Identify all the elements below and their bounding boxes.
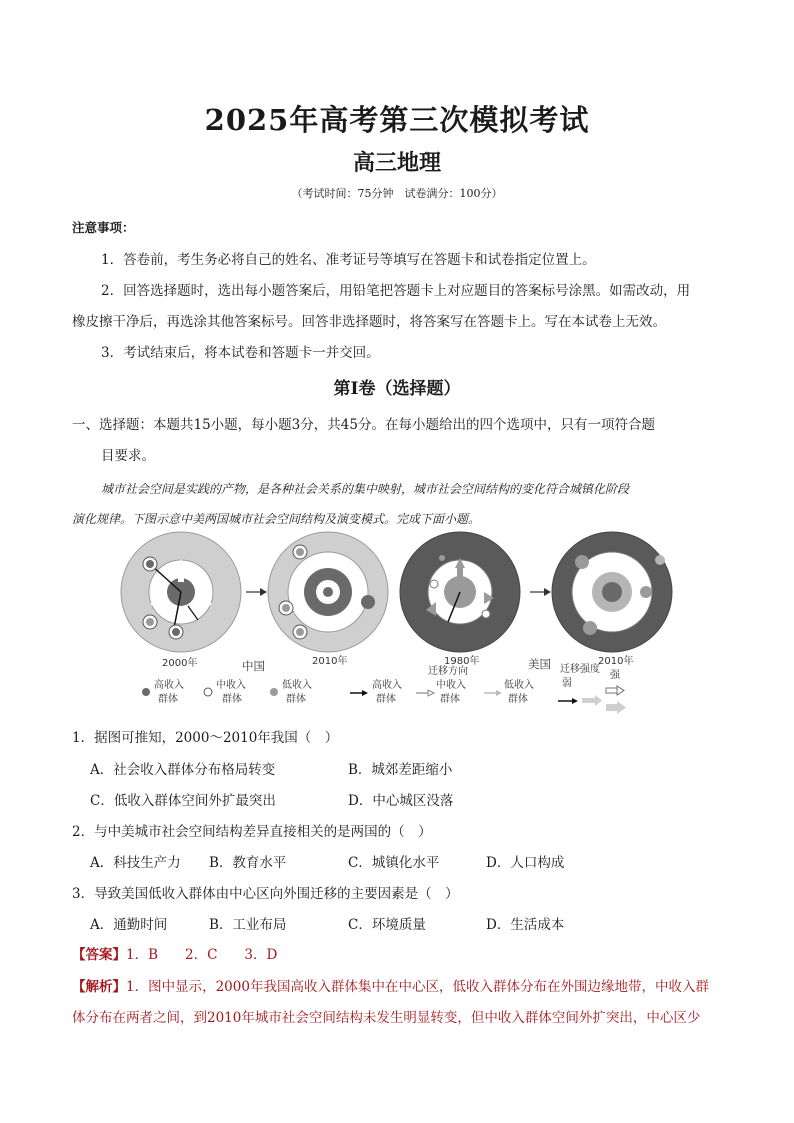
question-1-option-b[interactable]: B．城郊差距缩小 — [348, 762, 453, 778]
section-instruction-cont: 目要求。 — [101, 448, 155, 464]
question-1-stem: 1．据图可推知，2000～2010年我国（ ） — [72, 730, 339, 746]
legend-arrow-mid-line1: 中收入 — [436, 680, 466, 691]
question-2-option-b[interactable]: B．教育水平 — [209, 855, 287, 871]
question-2-option-c[interactable]: C．城镇化水平 — [348, 855, 440, 871]
question-3-option-c[interactable]: C．环境质量 — [348, 917, 426, 933]
legend-mid-line1: 中收入 — [216, 680, 246, 691]
urban-structure-figure — [110, 528, 730, 718]
answer-label: 【答案】 — [72, 947, 126, 963]
usa-label: 美国 — [528, 657, 551, 671]
analysis-line-1 — [72, 975, 709, 995]
legend-strong: 强 — [610, 670, 620, 681]
exam-info: （考试时间：75分钟 试卷满分：100分） — [291, 187, 503, 200]
legend-weak: 弱 — [562, 678, 572, 689]
question-3-option-d[interactable]: D．生活成本 — [486, 917, 565, 933]
year-label-usa-1980: 1980年 — [444, 656, 480, 667]
usa-1980-diagram — [400, 532, 520, 652]
legend-low-line2: 群体 — [286, 694, 306, 705]
legend-arrow-low-line2: 群体 — [508, 694, 528, 705]
question-3-stem: 3．导致美国低收入群体由中心区向外围迁移的主要因素是（ ） — [72, 886, 459, 902]
question-1-option-c[interactable]: C．低收入群体空间外扩最突出 — [90, 793, 276, 809]
notice-item-2: 2．回答选择题时，选出每小题答案后，用铅笔把答题卡上对应题目的答案标号涂黑。如需改动，用 — [101, 283, 691, 299]
legend-low-line1: 低收入 — [282, 680, 312, 691]
legend-arrow-high-line2: 群体 — [376, 694, 396, 705]
figure-legend — [142, 662, 626, 714]
legend-arrow-low-line1: 低收入 — [504, 680, 534, 691]
legend-mid-line2: 群体 — [222, 694, 242, 705]
year-label-china-2010: 2010年 — [312, 656, 348, 667]
china-label: 中国 — [242, 659, 265, 673]
year-label-usa-2010: 2010年 — [598, 656, 634, 667]
answer-text: 1．B 2．C 3．D — [126, 947, 278, 963]
context-line-2: 演化规律。下图示意中美两国城市社会空间结构及演变模式。完成下面小题。 — [72, 512, 481, 526]
question-1-option-a[interactable]: A．社会收入群体分布格局转变 — [90, 762, 276, 778]
section-instruction: 一、选择题：本题共15小题，每小题3分，共45分。在每小题给出的四个选项中，只有一项符合题 — [72, 417, 655, 433]
page-title: 2025年高考第三次模拟考试 — [204, 103, 590, 137]
context-line-1: 城市社会空间是实践的产物，是各种社会关系的集中映射，城市社会空间结构的变化符合城镇化阶段 — [101, 482, 630, 496]
question-2-option-d[interactable]: D．人口构成 — [486, 855, 565, 871]
usa-2010-diagram — [552, 532, 672, 652]
page-subtitle: 高三地理 — [352, 150, 441, 176]
notice-heading: 注意事项： — [72, 220, 135, 235]
question-2-stem: 2．与中美城市社会空间结构差异直接相关的是两国的（ ） — [72, 824, 432, 840]
legend-high-line1: 高收入 — [154, 680, 184, 691]
analysis-label: 【解析】 — [72, 979, 126, 995]
analysis-line-2: 体分布在两者之间，到2010年城市社会空间结构未发生明显转变，但中收入群体空间外扩突出，中心区少 — [72, 1010, 701, 1026]
question-3-option-b[interactable]: B．工业布局 — [209, 917, 287, 933]
question-3-option-a[interactable]: A．通勤时间 — [90, 917, 168, 933]
question-2-option-a[interactable]: A．科技生产力 — [90, 855, 181, 871]
question-1-option-d[interactable]: D．中心城区没落 — [348, 793, 454, 809]
year-label-china-2000: 2000年 — [162, 658, 198, 669]
analysis-text-1: 1．图中显示，2000年我国高收入群体集中在中心区，低收入群体分布在外围边缘地带，中收入群 — [126, 979, 709, 995]
notice-item-2-cont: 橡皮擦干净后，再选涂其他答案标号。回答非选择题时，将答案写在答题卡上。写在本试卷上无效。 — [72, 314, 666, 330]
section-title: 第Ⅰ卷（选择题） — [333, 379, 461, 399]
legend-migration-strength: 迁移强度 — [560, 664, 600, 675]
answer-block — [72, 943, 277, 963]
china-2010-diagram — [268, 532, 388, 652]
notice-item-1: 1．答卷前，考生务必将自己的姓名、准考证号等填写在答题卡和试卷指定位置上。 — [101, 252, 596, 268]
legend-high-line2: 群体 — [158, 694, 178, 705]
legend-migration-direction: 迁移方向 — [428, 666, 468, 677]
legend-arrow-mid-line2: 群体 — [440, 694, 460, 705]
legend-arrow-high-line1: 高收入 — [372, 680, 402, 691]
notice-item-3: 3．考试结束后，将本试卷和答题卡一并交回。 — [101, 345, 380, 361]
china-2000-diagram — [121, 532, 241, 652]
